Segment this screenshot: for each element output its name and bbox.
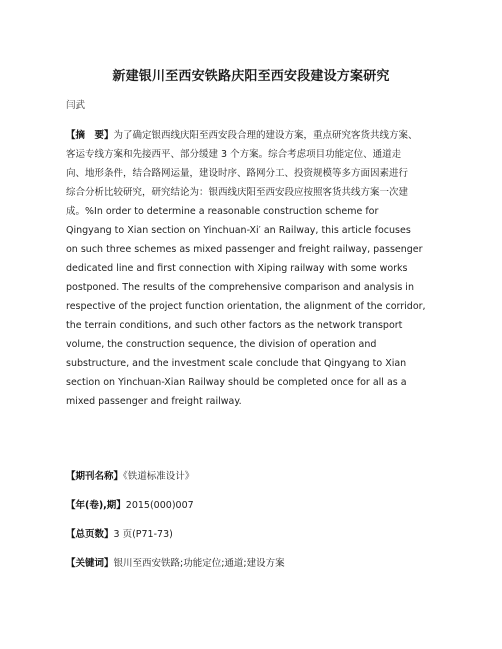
abstract-line: volume, the construction sequence, the division of operation and — [66, 339, 377, 350]
abstract-line: 成。%In order to determine a reasonable construction scheme for — [66, 206, 379, 217]
volume-label: 【年(卷),期】 — [66, 500, 126, 511]
pages-value: 3 页(P71-73) — [113, 529, 173, 540]
abstract-line: 综合分析比较研究，研究结论为：银西线庆阳至西安段应按照客货共线方案一次建 — [66, 187, 409, 198]
pages-label: 【总页数】 — [66, 529, 114, 540]
abstract-line: 客运专线方案和先接西平、部分缓建 3 个方案。综合考虑项目功能定位、通道走 — [66, 149, 402, 160]
abstract-line: mixed passenger and freight railway. — [66, 396, 242, 407]
abstract-line: 向、地形条件，结合路网运量，建设时序、路网分工、投资规模等多方面因素进行 — [66, 168, 409, 179]
abstract-line: substructure, and the investment scale conclude that Qingyang to Xian — [66, 358, 407, 369]
abstract-label: 【摘 要】 — [66, 130, 114, 141]
page-count-row — [66, 526, 173, 540]
abstract-line: respective of the project function orientation, the alignment of the corridor, — [66, 301, 426, 312]
journal-label: 【期刊名称】 — [66, 471, 124, 482]
author-name: 闫武 — [66, 100, 86, 111]
abstract-text: 为了确定银西线庆阳至西安段合理的建设方案，重点研究客货共线方案、 — [113, 130, 418, 141]
keywords-value: 银川至西安铁路;功能定位;通道;建设方案 — [113, 558, 285, 569]
abstract-line — [66, 126, 438, 145]
volume-issue-row — [66, 497, 194, 511]
abstract-block — [66, 126, 438, 411]
abstract-line: the terrain conditions, and such other factors as the network transport — [66, 320, 403, 331]
volume-value: 2015(000)007 — [125, 500, 194, 511]
abstract-line: postponed. The results of the comprehensive comparison and analysis in — [66, 282, 414, 293]
journal-name-row — [66, 468, 194, 482]
abstract-line: Qingyang to Xian section on Yinchuan-Xi′ an Railway, this article focuses — [66, 225, 411, 236]
keywords-row — [66, 555, 285, 569]
abstract-line: on such three schemes as mixed passenger and freight railway, passenger — [66, 244, 423, 255]
abstract-line: dedicated line and first connection with Xiping railway with some works — [66, 263, 408, 274]
keywords-label: 【关键词】 — [66, 558, 114, 569]
abstract-line: section on Yinchuan-Xian Railway should be completed once for all as a — [66, 377, 407, 388]
paper-title: 新建银川至西安铁路庆阳至西安段建设方案研究 — [112, 69, 390, 84]
journal-value: 《铁道标准设计》 — [123, 471, 195, 482]
